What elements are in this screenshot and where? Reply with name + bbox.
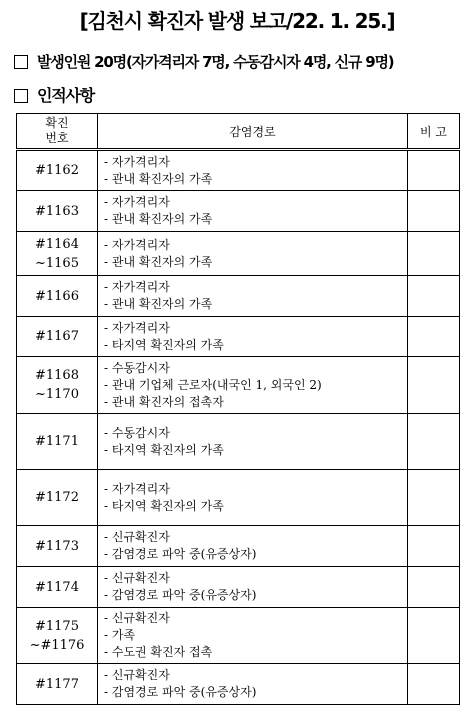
infection-route (98, 526, 408, 567)
route-line: - 자가격리자 (104, 481, 170, 496)
header-remarks: 비 고 (408, 114, 460, 150)
case-number: #1162 (17, 150, 98, 191)
infection-route (98, 567, 408, 608)
route-line: - 관내 확진자의 접촉자 (104, 394, 224, 409)
route-line: - 관내 기업체 근로자(내국인 1, 외국인 2) (104, 377, 322, 392)
table-row (17, 276, 460, 317)
case-number: #1177 (17, 664, 98, 705)
infection-route (98, 608, 408, 664)
route-line: - 신규확진자 (104, 668, 170, 682)
remarks-cell (408, 608, 460, 664)
route-line: - 자가격리자 (104, 280, 170, 294)
infection-route (98, 191, 408, 232)
case-number: #1166 (17, 276, 98, 317)
case-number: #1163 (17, 191, 98, 232)
case-number: #1171 (17, 414, 98, 470)
remarks-cell (408, 150, 460, 191)
report-title: [김천시 확진자 발생 보고/22. 1. 25.] (79, 9, 395, 33)
remarks-cell (408, 191, 460, 232)
case-number: #1173 (17, 526, 98, 567)
route-line: - 관내 확진자의 가족 (104, 297, 213, 311)
infection-route (98, 276, 408, 317)
infection-route (98, 232, 408, 276)
table-row (17, 191, 460, 232)
section-heading-text: 인적사항 (37, 86, 95, 105)
table-row (17, 232, 460, 276)
checkbox-square-icon (14, 89, 28, 103)
route-line: - 신규확진자 (104, 530, 170, 544)
table-header-row (17, 114, 460, 150)
table-row (17, 470, 460, 526)
route-line: - 가족 (104, 628, 136, 642)
infection-route (98, 470, 408, 526)
header-number: 확진 번호 (17, 114, 98, 150)
route-line: - 타지역 확진자의 가족 (104, 442, 224, 457)
table-row (17, 150, 460, 191)
route-line: - 신규확진자 (104, 571, 170, 585)
route-line: - 수동감시자 (104, 360, 170, 375)
route-line: - 자가격리자 (104, 154, 170, 169)
table-row (17, 567, 460, 608)
case-number: #1175 ~#1176 (17, 608, 98, 664)
route-line: - 수도권 확진자 접촉 (104, 645, 213, 659)
remarks-cell (408, 414, 460, 470)
remarks-cell (408, 232, 460, 276)
table-row (17, 608, 460, 664)
infection-route (98, 317, 408, 357)
remarks-cell (408, 567, 460, 608)
route-line: - 관내 확진자의 가족 (104, 171, 213, 186)
summary-text: 발생인원 20명(자가격리자 7명, 수동감시자 4명, 신규 9명) (37, 53, 394, 71)
table-row (17, 357, 460, 414)
route-line: - 타지역 확진자의 가족 (104, 337, 224, 352)
route-line: - 타지역 확진자의 가족 (104, 498, 224, 513)
remarks-cell (408, 526, 460, 567)
case-number: #1172 (17, 470, 98, 526)
remarks-cell (408, 317, 460, 357)
route-line: - 자가격리자 (104, 195, 170, 209)
case-number: #1168 ~1170 (17, 357, 98, 414)
remarks-cell (408, 470, 460, 526)
summary-line (14, 51, 393, 73)
route-line: - 신규확진자 (104, 611, 170, 625)
route-line: - 자가격리자 (104, 237, 170, 252)
remarks-cell (408, 276, 460, 317)
remarks-cell (408, 664, 460, 705)
route-line: - 감염경로 파악 중(유증상자) (104, 588, 257, 602)
table-row (17, 526, 460, 567)
header-route: 감염경로 (98, 114, 408, 150)
infection-route (98, 414, 408, 470)
route-line: - 관내 확진자의 가족 (104, 254, 213, 269)
route-line: - 감염경로 파악 중(유증상자) (104, 547, 257, 561)
remarks-cell (408, 357, 460, 414)
route-line: - 관내 확진자의 가족 (104, 212, 213, 226)
infection-route (98, 150, 408, 191)
route-line: - 자가격리자 (104, 320, 170, 335)
table-row (17, 317, 460, 357)
checkbox-square-icon (14, 55, 28, 69)
cases-table (16, 113, 460, 705)
table-row (17, 664, 460, 705)
case-number: #1174 (17, 567, 98, 608)
case-number: #1164 ~1165 (17, 232, 98, 276)
case-number: #1167 (17, 317, 98, 357)
section-heading (14, 85, 94, 107)
table-row (17, 414, 460, 470)
infection-route (98, 664, 408, 705)
route-line: - 수동감시자 (104, 425, 170, 440)
infection-route (98, 357, 408, 414)
route-line: - 감염경로 파악 중(유증상자) (104, 685, 257, 699)
